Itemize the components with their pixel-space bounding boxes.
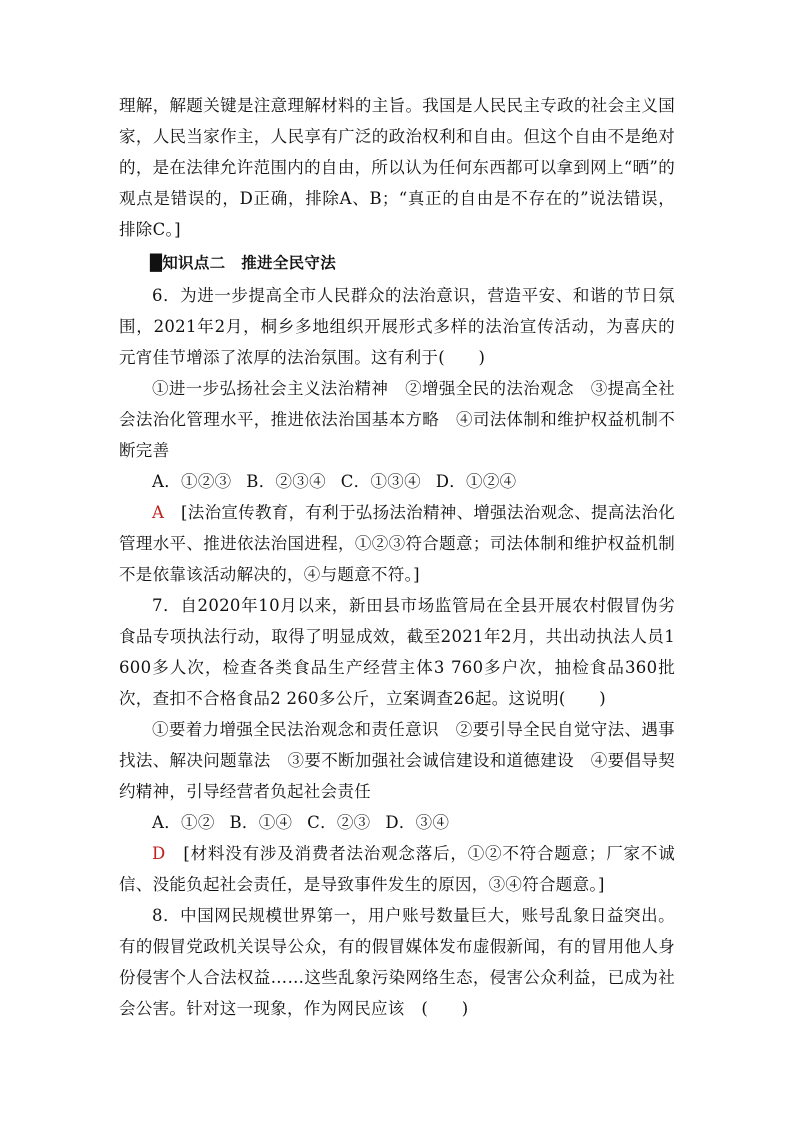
option-b: B．②③④: [246, 472, 326, 491]
option-a: A．①②③: [152, 472, 232, 491]
question-6-stem: 6．为进一步提高全市人民群众的法治意识，营造平安、和谐的节日氛围，2021年2月，桐乡多地组织开展形式多样的法治宣传活动，为喜庆的元宵佳节增添了浓厚的法治氛围。这有利于( ): [119, 286, 675, 367]
previous-explanation-continued: 理解，解题关键是注意理解材料的主旨。我国是人民民主专政的社会主义国家，人民当家作主，人民享有广泛的政治权利和自由。但这个自由不是绝对的，是在法律允许范围内的自由，所以认为任何东西都可以拿到网上“晒”的观点是错误的，D正确，排除A、B；“真正的自由是不存在的”说法错误，排除C。]: [119, 96, 675, 239]
option-c: C．①③④: [340, 472, 421, 491]
answer-explanation: [法治宣传教育，有利于弘扬法治精神、增强法治观念、提高法治化管理水平、推进依法治国进程，①②③符合题意；司法体制和维护权益机制不是依靠该活动解决的，④与题意不符。]: [119, 503, 675, 584]
question-7-stem: 7．自2020年10月以来，新田县市场监管局在全县开展农村假冒伪劣食品专项执法行动，取得了明显成效，截至2021年2月，共出动执法人员1 600多人次，检查各类食品生产经营主体3 760多户次，抽检食品360批次，查扣不合格食品2 260多公斤，立案调查26起。这说明( ): [119, 596, 675, 708]
section-marker-icon: █: [150, 253, 163, 272]
option-a: A．①②: [152, 813, 215, 832]
section-heading: [119, 247, 675, 278]
option-b: B．①④: [229, 813, 293, 832]
option-d: D．①②④: [435, 472, 517, 491]
answer-letter: D: [152, 844, 166, 863]
question-6-options: [119, 466, 675, 497]
question-8-stem: 8．中国网民规模世界第一，用户账号数量巨大，账号乱象日益突出。有的假冒党政机关误导公众，有的假冒媒体发布虚假新闻，有的冒用他人身份侵害个人合法权益……这些乱象污染网络生态，侵害公众利益，已成为社会公害。针对这一现象，作为网民应该 ( ): [119, 906, 675, 1018]
question-6-statements: ①进一步弘扬社会主义法治精神 ②增强全民的法治观念 ③提高全社会法治化管理水平，推进依法治国基本方略 ④司法体制和维护权益机制不断完善: [119, 379, 675, 460]
option-d: D．③④: [385, 813, 450, 832]
answer-explanation: [材料没有涉及消费者法治观念落后，①②不符合题意；厂家不诚信、没能负起社会责任，是导致事件发生的原因，③④符合题意。]: [119, 844, 675, 894]
section-title: 知识点二 推进全民守法: [162, 253, 337, 272]
answer-letter: A: [152, 503, 165, 522]
option-c: C．②③: [307, 813, 371, 832]
question-7-answer: [119, 838, 675, 900]
question-7-statements: ①要着力增强全民法治观念和责任意识 ②要引导全民自觉守法、遇事找法、解决问题靠法 ③要不断加强社会诚信建设和道德建设 ④要倡导契约精神，引导经营者负起社会责任: [119, 720, 675, 801]
question-7-options: [119, 807, 675, 838]
question-6-answer: [119, 497, 675, 590]
document-page: [119, 90, 675, 1024]
